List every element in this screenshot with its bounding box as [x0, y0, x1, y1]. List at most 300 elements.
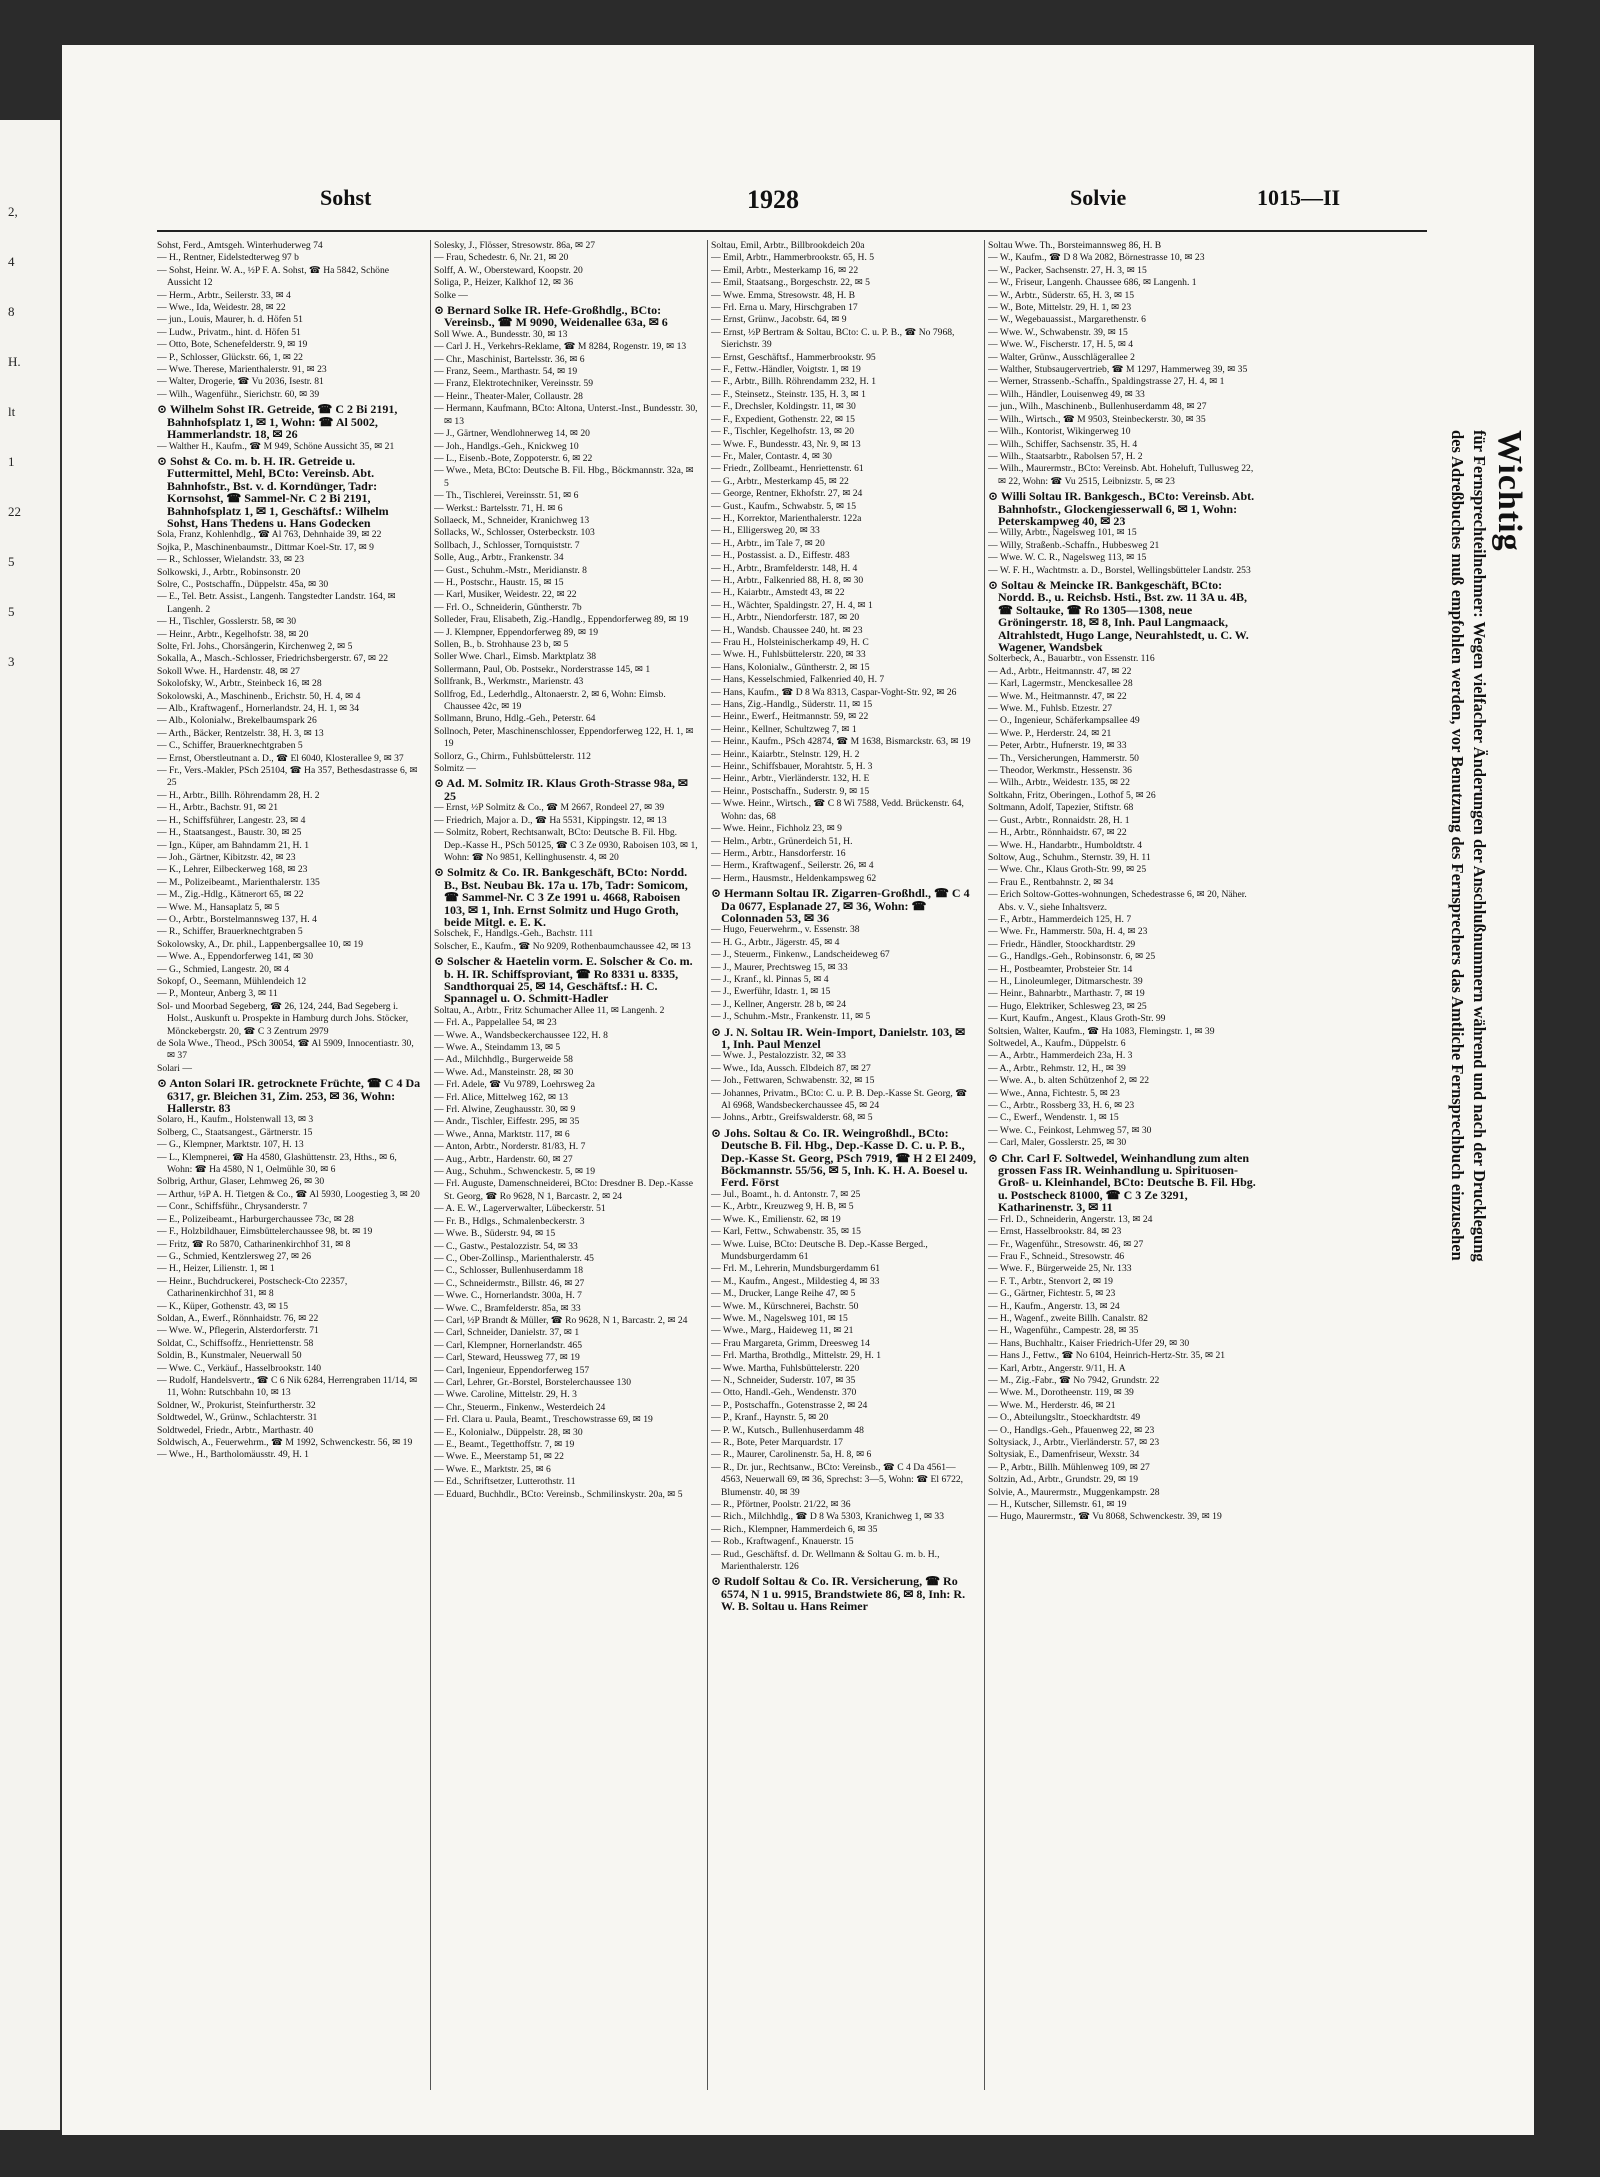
directory-entry: — Wwe. C., Bramfelderstr. 85a, ✉ 33 [434, 1302, 581, 1314]
directory-entry: — Ernst, Hasselbrookstr. 84, ✉ 23 [988, 1226, 1122, 1238]
directory-entry: — M., Kaufm., Angest., Mildestieg 4, ✉ 33 [711, 1275, 880, 1287]
directory-entry: Solesky, J., Flösser, Stresowstr. 86a, ✉ 27 [434, 240, 596, 251]
directory-entry: Soldwisch, A., Feuerwehrm., ☎ M 1992, Schwenckestr. 56, ✉ 19 [157, 1437, 413, 1448]
directory-entry: — Franz, Seem., Marthastr. 54, ✉ 19 [434, 366, 578, 378]
directory-entry: — Karl, Musiker, Weidestr. 22, ✉ 22 [434, 589, 577, 601]
directory-entry-highlighted: ⊙ J. N. Soltau IR. Wein-Import, Danielstr. 103, ✉ 1, Inh. Paul Menzel [711, 1026, 976, 1051]
directory-entry: Soldan, A., Ewerf., Rönnhaidstr. 76, ✉ 22 [157, 1312, 319, 1324]
directory-entry: — Chr., Maschinist, Bartelsstr. 36, ✉ 6 [434, 353, 585, 365]
directory-entry: — Carl, Schneider, Danielstr. 37, ✉ 1 [434, 1327, 580, 1339]
directory-entry: — Heinr., Buchdruckerei, Postscheck-Cto 22357, Catharinenkirchhof 31, ✉ 8 [157, 1275, 348, 1300]
directory-entry: — Walther, Stubsaugervertrieb, ☎ M 1297, Hammerweg 39, ✉ 35 [988, 364, 1248, 376]
directory-entry: — H., Arbtr., im Tale 7, ✉ 20 [711, 537, 825, 549]
directory-entry: — Karl, Arbtr., Angerstr. 9/11, H. A [988, 1362, 1126, 1374]
directory-entry: — Frl. Erna u. Mary, Hirschgraben 17 [711, 302, 858, 314]
directory-entry: — Wilh., Arbtr., Weidestr. 135, ✉ 22 [988, 777, 1130, 789]
directory-entry: — Carl, Ingenieur, Eppendorferweg 157 [434, 1364, 590, 1376]
directory-entry: — Rob., Kraftwagenf., Knauerstr. 15 [711, 1536, 854, 1548]
previous-page-fragment: H. [8, 354, 21, 369]
directory-entry: — Hans, Kaufm., ☎ D 8 Wa 8313, Caspar-Voght-Str. 92, ✉ 26 [711, 686, 957, 698]
previous-page-fragment: 1 [8, 454, 15, 469]
directory-entry: — Emil, Arbtr., Hammerbrookstr. 65, H. 5 [711, 252, 875, 264]
directory-entry: — C., Gastw., Pestalozzistr. 54, ✉ 33 [434, 1240, 578, 1252]
directory-entry: — H., Arbtr., Billh. Röhrendamm 28, H. 2 [157, 789, 320, 801]
directory-entry: — Ernst, ½P Solmitz & Co., ☎ M 2667, Rondeel 27, ✉ 39 [434, 802, 665, 814]
directory-entry: — E., Beamt., Tegetthoffstr. 7, ✉ 19 [434, 1439, 575, 1450]
directory-entry: — Wilh., Wagenführ., Sierichstr. 60, ✉ 39 [157, 388, 320, 400]
directory-entry: — Frau Margareta, Grimm, Dreesweg 14 [711, 1337, 870, 1349]
directory-entry: — G., Arbtr., Mesterkamp 45, ✉ 22 [711, 475, 849, 487]
directory-entry: — Anton, Arbtr., Norderstr. 81/83, H. 7 [434, 1141, 586, 1153]
directory-entry: Solscher, E., Kaufm., ☎ No 9209, Rothenbaumchaussee 42, ✉ 13 [434, 940, 691, 952]
directory-entry: — E., Tel. Betr. Assist., Langenh. Tangstedter Landstr. 164, ✉ Langenh. 2 [157, 591, 396, 615]
directory-entry: Soltmann, Adolf, Tapezier, Stiftstr. 68 [988, 802, 1134, 814]
directory-entry: — Frau, Schedestr. 6, Nr. 21, ✉ 20 [434, 252, 569, 264]
directory-entry: — Wilh., Wirtsch., ☎ M 9503, Steinbeckerstr. 30, ✉ 35 [988, 413, 1206, 425]
directory-entry: — Frl. Adele, ☎ Vu 9789, Loehrsweg 2a [434, 1079, 595, 1091]
directory-entry: — H., Postschr., Haustr. 15, ✉ 15 [434, 576, 564, 588]
directory-entry: — Heinr., Arbtr., Vierländerstr. 132, H. E [711, 773, 870, 785]
directory-entry: — A., Arbtr., Hammerdeich 23a, H. 3 [988, 1050, 1133, 1062]
directory-entry: — H., Heizer, Lilienstr. 1, ✉ 1 [157, 1263, 275, 1275]
directory-entry: — Wwe. E., Meerstamp 51, ✉ 22 [434, 1451, 564, 1463]
directory-entry: — W., Bote, Mittelstr. 29, H. 1, ✉ 23 [988, 302, 1132, 314]
directory-entry: — Fr., Maler, Contastr. 4, ✉ 30 [711, 450, 832, 462]
directory-page [62, 45, 1534, 2135]
directory-entry: — W. F. H., Wachtmstr. a. D., Borstel, Wellingsbütteler Landstr. 253 [988, 564, 1251, 576]
directory-entry: — Wwe. M., Heitmannstr. 47, ✉ 22 [988, 690, 1127, 702]
directory-entry: — Wwe. Fr., Hammerstr. 50a, H. 4, ✉ 23 [988, 926, 1148, 938]
directory-entry: — O., Arbtr., Borstelmannsweg 137, H. 4 [157, 913, 317, 925]
directory-entry: — Arth., Bäcker, Rentzelstr. 38, H. 3, ✉ 13 [157, 727, 324, 739]
directory-entry: — Joh., Handlgs.-Geh., Knickweg 10 [434, 440, 579, 452]
directory-entry: — Heinr., Bahnarbtr., Marthastr. 7, ✉ 19 [988, 988, 1145, 1000]
directory-entry: — Wwe. A., Eppendorferweg 141, ✉ 30 [157, 951, 313, 963]
directory-entry: — Hans, Kesselschmied, Falkenried 40, H. 7 [711, 674, 885, 686]
directory-entry-highlighted: ⊙ Hermann Soltau IR. Zigarren-Großhdl., ☎ C 4 Da 0677, Esplanade 27, ✉ 36, Wohn: ☎ Colonnaden 53, ✉ 36 [711, 887, 976, 924]
directory-entry: — Ernst, Oberstleutnant a. D., ☎ El 6040, Klosterallee 9, ✉ 37 [157, 752, 404, 764]
directory-entry: — Wwe. Therese, Marienthalerstr. 91, ✉ 23 [157, 364, 327, 376]
directory-entry: — C., Schiffer, Brauerknechtgraben 5 [157, 740, 303, 752]
directory-entry: — Johns., Arbtr., Greifswalderstr. 68, ✉ 5 [711, 1112, 873, 1124]
directory-entry: Sollfrank, B., Werkmstr., Marienstr. 43 [434, 676, 584, 688]
directory-entry: — Frl. Alice, Mittelweg 162, ✉ 13 [434, 1091, 569, 1103]
directory-entry: — Fr., Vers.-Makler, PSch 25104, ☎ Ha 357, Bethesdastrasse 6, ✉ 25 [157, 765, 418, 789]
directory-entry: Soltwedel, A., Kaufm., Düppelstr. 6 [988, 1038, 1126, 1049]
directory-entry: — H., Korrektor, Marienthalerstr. 122a [711, 512, 862, 524]
directory-entry-highlighted: ⊙ Johs. Soltau & Co. IR. Weingroßhdl., BCto: Deutsche B. Fil. Hbg., Dep.-Kasse D. C. u. P. B., Dep.-Kasse St. Georg, PSch 7919, ☎ H 2 El 2409, Böckmannstr. 55/56, ✉ 5, Inh. K. H. A. Boesel u. Ferd. Först [711, 1127, 976, 1189]
directory-entry: — Hugo, Maurermstr., ☎ Vu 8068, Schwenckestr. 39, ✉ 19 [988, 1511, 1222, 1523]
directory-entry: — Ludw., Privatm., hint. d. Höfen 51 [157, 326, 301, 338]
directory-entry: — Karl, Fettw., Schwabenstr. 35, ✉ 15 [711, 1226, 861, 1238]
directory-entry: — Wwe. C., Hornerlandstr. 300a, H. 7 [434, 1290, 582, 1302]
directory-entry: — F., Drechsler, Koldingstr. 11, ✉ 30 [711, 401, 856, 413]
directory-entry: — Ad., Milchhdlg., Burgerweide 58 [434, 1054, 573, 1066]
directory-entry: Soltysiack, J., Arbtr., Vierländerstr. 57, ✉ 23 [988, 1437, 1160, 1448]
directory-entry: — H., Arbtr., Bramfelderstr. 148, H. 4 [711, 562, 858, 574]
directory-entry: — R., Dr. jur., Rechtsanw., BCto: Vereinsb., ☎ C 4 Da 4561—4563, Neuerwall 69, ✉ 36, Sprechst: 3—5, Wohn: ☎ El 6722, Blumenstr. 40, ✉ 39 [711, 1461, 964, 1498]
previous-page-fragment: 3 [8, 654, 15, 669]
directory-entry: — Alb., Kraftwagenf., Hornerlandstr. 24, H. 1, ✉ 34 [157, 703, 360, 715]
directory-entry: — A., Arbtr., Rehmstr. 12, H., ✉ 39 [988, 1062, 1126, 1074]
directory-entry: — F., Fettw.-Händler, Voigtstr. 1, ✉ 19 [711, 364, 861, 376]
directory-entry: — G., Schmied, Langestr. 20, ✉ 4 [157, 963, 289, 975]
directory-entry: — Werner, Strassenb.-Schaffn., Spaldingstrasse 27, H. 4, ✉ 1 [988, 376, 1225, 388]
directory-entry: — Frl. O., Schneiderin, Güntherstr. 7b [434, 601, 582, 613]
directory-entry: — J., Ewerführ, Idastr. 1, ✉ 15 [711, 986, 831, 998]
directory-entry: — P., Schlosser, Glückstr. 66, 1, ✉ 22 [157, 351, 303, 363]
directory-entry: — Herm., Hausmstr., Heldenkampsweg 62 [711, 872, 877, 884]
directory-entry: — Wwe. Martha, Fuhlsbüttelerstr. 220 [711, 1362, 860, 1374]
directory-entry-highlighted: ⊙ Chr. Carl F. Soltwedel, Weinhandlung zum alten grossen Fass IR. Weinhandlung u. Spirituosen-Groß- u. Kleinhandel, BCto: Deutsche B. Fil. Hbg. u. Postscheck 81000, ☎ C 3 Ze 3291, Katharinenstr. 3, ✉ 11 [988, 1152, 1258, 1214]
previous-page-fragment: 2, [8, 204, 18, 219]
directory-entry: Solke — [434, 289, 468, 301]
directory-entry: — J., Kranf., kl. Pinnas 5, ✉ 4 [711, 973, 829, 985]
directory-entry: — Wwe. E., Marktstr. 25, ✉ 6 [434, 1463, 551, 1475]
directory-entry: — Wwe. W., Fischerstr. 17, H. 5, ✉ 4 [988, 339, 1134, 351]
directory-entry: — R., Maurer, Carolinenstr. 5a, H. 8, ✉ 6 [711, 1449, 872, 1461]
directory-entry: — Willy, Arbtr., Nagelsweg 101, ✉ 15 [988, 527, 1137, 539]
directory-entry: — H., Elligersweg 20, ✉ 33 [711, 525, 820, 537]
directory-entry: — Frl. A., Pappelallee 54, ✉ 23 [434, 1017, 557, 1029]
directory-entry: — Frau H., Holsteinischerkamp 49, H. C [711, 637, 869, 648]
directory-entry: — E., Kolonialw., Düppelstr. 28, ✉ 30 [434, 1426, 583, 1438]
directory-entry: — Ign., Küper, am Bahndamm 21, H. 1 [157, 839, 310, 851]
directory-entry: — Hans, Buchhaltr., Kaiser Friedrich-Ufer 29, ✉ 30 [988, 1337, 1190, 1349]
directory-entry-highlighted: ⊙ Anton Solari IR. getrocknete Früchte, ☎ C 4 Da 6317, gr. Bleichen 31, Zim. 253, ✉ 36, Wohn: Hallerstr. 83 [157, 1077, 422, 1114]
directory-entry: — Wwe. B., Süderstr. 94, ✉ 15 [434, 1228, 556, 1240]
directory-entry: — Erich Soltow-Gottes-wohnungen, Schedestrasse 6, ✉ 20, Näher. Abs. v. V., siehe Inhaltsverz. [988, 889, 1247, 913]
directory-entry: — Wwe., Anna, Marktstr. 117, ✉ 6 [434, 1128, 570, 1140]
directory-entry: — K., Lehrer, Eilbeckerweg 168, ✉ 23 [157, 864, 308, 876]
directory-entry: — Aug., Arbtr., Hardenstr. 60, ✉ 27 [434, 1153, 573, 1165]
directory-entry: — Wwe. M., Kürschnerei, Bachstr. 50 [711, 1300, 859, 1312]
notice-line-1: für Fernsprechteilnehmer: Wegen vielfacher Änderungen der Anschlußnummern während und nach der Drucklegung [1470, 430, 1489, 1262]
directory-entry: — R., Bote, Peter Marquardstr. 17 [711, 1437, 843, 1448]
directory-entry: Sollaeck, M., Schneider, Kranichweg 13 [434, 514, 590, 526]
directory-entry: — Carl, Maler, Gosslerstr. 25, ✉ 30 [988, 1137, 1127, 1149]
directory-entry: — Walther H., Kaufm., ☎ M 949, Schöne Aussicht 35, ✉ 21 [157, 440, 395, 452]
directory-entry: — C., Schneidermstr., Billstr. 46, ✉ 27 [434, 1277, 585, 1289]
directory-entry: — Ed., Schriftsetzer, Lutterothstr. 11 [434, 1476, 576, 1488]
header-left-keyword: Sohst [320, 185, 372, 210]
directory-entry: — Willy, Straßenb.-Schaffn., Hubbesweg 21 [988, 539, 1160, 551]
directory-entry: — M., Polizeibeamt., Marienthalerstr. 135 [157, 876, 320, 888]
directory-entry: — Th., Tischlerei, Vereinsstr. 51, ✉ 6 [434, 490, 579, 502]
directory-entry: — J., Schuhm.-Mstr., Frankenstr. 11, ✉ 5 [711, 1011, 871, 1023]
directory-entry: — G., Handlgs.-Geh., Robinsonstr. 6, ✉ 25 [988, 951, 1156, 963]
directory-entry: Solaro, H., Kaufm., Holstenwall 13, ✉ 3 [157, 1114, 314, 1126]
directory-entry: — Eduard, Buchhdlr., BCto: Vereinsb., Schmilinskystr. 20a, ✉ 5 [434, 1488, 683, 1500]
directory-entry: — C., Schlosser, Bullenhuserdamm 18 [434, 1265, 584, 1277]
directory-entry: — Wilh., Kontorist, Wikingerweg 10 [988, 426, 1131, 438]
column-1 [157, 240, 422, 2090]
directory-entry: — J., Maurer, Prechtsweg 15, ✉ 33 [711, 961, 848, 973]
directory-entry: — Rudolf, Handelsvertr., ☎ C 6 Nik 6284, Herrengraben 11/14, ✉ 11, Wohn: Rutschbahn 10, ✉ 13 [157, 1374, 418, 1399]
directory-entry: — P. W., Kutsch., Bullenhuserdamm 48 [711, 1424, 864, 1436]
directory-entry: — H., Wandsb. Chaussee 240, ht. ✉ 23 [711, 624, 863, 636]
directory-entry: — Wwe. M., Hansaplatz 5, ✉ 5 [157, 901, 280, 913]
directory-entry: — J., Steuerm., Finkenw., Landscheideweg 67 [711, 949, 890, 961]
directory-entry: — Wwe. Chr., Klaus Groth-Str. 99, ✉ 25 [988, 864, 1147, 876]
directory-entry: — Heinr., Kaufm., PSch 42874, ☎ M 1638, Bismarckstr. 63, ✉ 19 [711, 736, 971, 748]
directory-entry: — C., Ober-Zollinsp., Marienthalerstr. 45 [434, 1252, 594, 1264]
directory-entry: — H., Arbtr., Bachstr. 91, ✉ 21 [157, 802, 279, 814]
directory-entry: Sollbach, J., Schlosser, Tornquiststr. 7 [434, 539, 580, 551]
directory-entry: — Chr., Steuerm., Finkenw., Westerdeich 24 [434, 1401, 606, 1413]
header-year: 1928 [747, 185, 799, 214]
directory-entry: — Sohst, Heinr. W. A., ½P F. A. Sohst, ☎ Ha 5842, Schöne Aussicht 12 [157, 264, 390, 289]
column-divider [707, 240, 708, 2090]
directory-entry: Solari — [157, 1062, 192, 1074]
directory-entry: — Frl. Auguste, Damenschneiderei, BCto: Dresdner B. Dep.-Kasse St. Georg, ☎ Ro 9628, N 1, Barcastr. 2, ✉ 24 [434, 1178, 693, 1202]
column-divider [430, 240, 431, 2090]
directory-entry: — Frau F., Schneid., Stresowstr. 46 [988, 1250, 1125, 1262]
directory-entry: — Ad., Arbtr., Heitmannstr. 47, ✉ 22 [988, 665, 1132, 677]
directory-entry: — Wwe. Caroline, Mittelstr. 29, H. 3 [434, 1389, 577, 1401]
directory-entry: Soldtwedel, W., Grünw., Schlachterstr. 31 [157, 1412, 318, 1424]
directory-entry: Soltysiak, E., Damenfriseur, Wexstr. 34 [988, 1449, 1140, 1461]
directory-entry: — Hans, Kolonialw., Güntherstr. 2, ✉ 15 [711, 661, 870, 673]
directory-entry: — O., Handlgs.-Geh., Pfauenweg 22, ✉ 23 [988, 1424, 1155, 1436]
directory-entry: — Wwe. A., Steindamm 13, ✉ 5 [434, 1042, 561, 1053]
directory-entry: — Wwe. Ad., Mansteinstr. 28, ✉ 30 [434, 1066, 574, 1078]
directory-entry: — Wwe. Heinr., Wirtsch., ☎ C 8 Wi 7588, Vedd. Brückenstr. 64, Wohn: das, 68 [711, 798, 964, 822]
directory-entry: — Wilh., Händler, Louisenweg 49, ✉ 33 [988, 388, 1145, 400]
directory-entry: — O., Abteilungsltr., Stoeckhardtstr. 49 [988, 1412, 1141, 1424]
directory-entry: — W., Friseur, Langenh. Chaussee 686, ✉ Langenh. 1 [988, 277, 1197, 289]
previous-page-edge [0, 120, 63, 2130]
column-3 [711, 240, 976, 2090]
column-2 [434, 240, 699, 2090]
directory-entry: — Wwe., Anna, Fichtestr. 5, ✉ 23 [988, 1087, 1120, 1099]
directory-entry: — W., Wegebauassist., Margarethenstr. 6 [988, 314, 1146, 326]
directory-entry: — P., Arbtr., Billh. Mühlenweg 109, ✉ 27 [988, 1461, 1150, 1473]
directory-entry: — Gust., Schuhm.-Mstr., Meridianstr. 8 [434, 564, 587, 576]
previous-page-fragment: 4 [8, 254, 15, 269]
column-4 [988, 240, 1258, 2090]
directory-entry: — J., Gärtner, Wendlohnerweg 14, ✉ 20 [434, 428, 590, 440]
directory-entry: — K., Küper, Gothenstr. 43, ✉ 15 [157, 1300, 289, 1312]
directory-entry: Sokopf, O., Seemann, Mühlendeich 12 [157, 975, 307, 987]
directory-entry: — Wilh., Maurermstr., BCto: Vereinsb. Abt. Hoheluft, Tullusweg 22, ✉ 22, Wohn: ☎ Vu 2515, Leibnizstr. 5, ✉ 23 [988, 463, 1254, 487]
directory-entry: — Ernst, Grünw., Jacobstr. 64, ✉ 9 [711, 314, 847, 326]
directory-entry: — Wwe. C., Verkäuf., Hasselbrookstr. 140 [157, 1362, 322, 1374]
directory-entry: — Heinr., Kellner, Schultzweg 7, ✉ 1 [711, 723, 857, 735]
directory-entry: — Walter, Drogerie, ☎ Vu 2036, Isestr. 81 [157, 376, 324, 388]
directory-entry: Sollermann, Paul, Ob. Postsekr., Norderstrasse 145, ✉ 1 [434, 663, 651, 675]
directory-entry: — G., Schmied, Kentzlersweg 27, ✉ 26 [157, 1250, 312, 1262]
directory-entry: — Wwe., H., Bartholomäusstr. 49, H. 1 [157, 1449, 309, 1461]
directory-entry: — Wwe. M., Nagelsweg 101, ✉ 15 [711, 1312, 848, 1324]
directory-entry: — Kurt, Kaufm., Angest., Klaus Groth-Str. 99 [988, 1013, 1166, 1025]
directory-entry: — Frl. D., Schneiderin, Angerstr. 13, ✉ 24 [988, 1213, 1153, 1225]
directory-entry: Soltsien, Walter, Kaufm., ☎ Ha 1083, Flemingstr. 1, ✉ 39 [988, 1025, 1215, 1037]
directory-entry: — Wwe. M., Herderstr. 46, ✉ 21 [988, 1399, 1116, 1411]
directory-entry: — Wwe. M., Fuhlsb. Etzestr. 27 [988, 703, 1113, 715]
directory-entry: — H., Kaufm., Angerstr. 13, ✉ 24 [988, 1300, 1120, 1312]
previous-page-fragment: 8 [8, 304, 15, 319]
directory-entry: — jun., Louis, Maurer, h. d. Höfen 51 [157, 314, 303, 326]
directory-entry: — Aug., Schuhm., Schwenckestr. 5, ✉ 19 [434, 1166, 595, 1178]
directory-entry: Sollorz, G., Chirm., Fuhlsbüttelerstr. 112 [434, 750, 591, 762]
directory-entry: Solschek, F., Handlgs.-Geh., Bachstr. 111 [434, 928, 594, 940]
directory-entry: — Hans J., Fettw., ☎ No 6104, Heinrich-Hertz-Str. 35, ✉ 21 [988, 1350, 1226, 1362]
directory-entry: — Wilh., Schiffer, Sachsenstr. 35, H. 4 [988, 438, 1138, 450]
directory-entry: — H., Arbtr., Falkenried 88, H. 8, ✉ 30 [711, 574, 864, 586]
directory-entry: — H. G., Arbtr., Jägerstr. 45, ✉ 4 [711, 936, 840, 948]
directory-entry: — Hans, Zig.-Handlg., Süderstr. 11, ✉ 15 [711, 699, 873, 711]
directory-entry: — Andr., Tischler, Eiffestr. 295, ✉ 35 [434, 1116, 580, 1128]
directory-entry: — Conr., Schiffsführ., Chrysanderstr. 7 [157, 1201, 308, 1213]
directory-entry: — Hermann, Kaufmann, BCto: Altona, Unterst.-Inst., Bundesstr. 30, ✉ 13 [434, 403, 698, 427]
header-right-keyword: Solvie [1070, 185, 1127, 210]
directory-entry: — Wwe. W., Schwabenstr. 39, ✉ 15 [988, 326, 1128, 338]
previous-page-fragment: 22 [8, 504, 21, 519]
directory-entry: — H., Wächter, Spaldingstr. 27, H. 4, ✉ 1 [711, 599, 873, 611]
directory-entry: — Helm., Arbtr., Grünerdeich 51, H. [711, 835, 853, 847]
directory-entry: Solmitz — [434, 763, 476, 775]
directory-entry: — Frl. Martha, Brothdlg., Mittelstr. 29, H. 1 [711, 1350, 882, 1362]
directory-entry: Soltau, A., Arbtr., Fritz Schumacher Allee 11, ✉ Langenh. 2 [434, 1004, 665, 1016]
directory-entry: — Herm., Arbtr., Seilerstr. 33, ✉ 4 [157, 289, 291, 301]
directory-entry: — R., Schlosser, Wielandstr. 33, ✉ 23 [157, 554, 304, 566]
directory-entry-highlighted: ⊙ Ad. M. Solmitz IR. Klaus Groth-Strasse 98a, ✉ 25 [434, 777, 699, 802]
directory-entry-highlighted: ⊙ Wilhelm Sohst IR. Getreide, ☎ C 2 Bi 2191, Bahnhofsplatz 1, ✉ 1, Wohn: ☎ Al 5002, Hammerlandstr. 18, ✉ 26 [157, 403, 422, 440]
directory-entry: — Theodor, Werkmstr., Hessenstr. 36 [988, 765, 1132, 777]
directory-entry: — Fr. B., Hdlgs., Schmalenbeckerstr. 3 [434, 1215, 585, 1227]
directory-entry: Sokolofsky, W., Arbtr., Steinbeck 16, ✉ 28 [157, 678, 322, 690]
directory-entry: — P., Kranf., Haynstr. 5, ✉ 20 [711, 1412, 829, 1424]
directory-entry: — Herm., Kraftwagenf., Seilerstr. 26, ✉ 4 [711, 860, 874, 872]
directory-entry: — Wwe. C., Feinkost, Lehmweg 57, ✉ 30 [988, 1124, 1152, 1136]
directory-entry: — H., Wagenführ., Campestr. 28, ✉ 35 [988, 1325, 1139, 1337]
directory-entry: — F., Expedient, Gothenstr. 22, ✉ 15 [711, 413, 855, 425]
directory-entry: Soltau Wwe. Th., Borsteimannsweg 86, H. B [988, 240, 1162, 251]
directory-entry: Soltau, Emil, Arbtr., Billbrookdeich 20a [711, 240, 865, 251]
directory-entry-highlighted: ⊙ Bernard Solke IR. Hefe-Großhdlg., BCto: Vereinsb., ☎ M 9090, Weidenallee 63a, ✉ 6 [434, 304, 699, 329]
directory-entry: — R., Schiffer, Brauerknechtgraben 5 [157, 926, 303, 938]
directory-entry: Sollmann, Bruno, Hdlg.-Geh., Peterstr. 64 [434, 713, 596, 725]
directory-entry: Soldat, C., Schiffsoffz., Henriettenstr. 58 [157, 1337, 314, 1349]
directory-entry: Sola, Franz, Kohlenhdlg., ☎ Al 763, Dehnhaide 39, ✉ 22 [157, 529, 382, 541]
directory-entry: — Carl, ½P Brandt & Müller, ☎ Ro 9628, N 1, Barcastr. 2, ✉ 24 [434, 1314, 688, 1326]
directory-entry: — F., Tischler, Kegelhofstr. 13, ✉ 20 [711, 426, 855, 438]
directory-entry: Soll Wwe. A., Bundesstr. 30, ✉ 13 [434, 328, 568, 340]
directory-entry: — H., Rentner, Eidelstedterweg 97 b [157, 252, 299, 264]
directory-entry: — Wwe., Meta, BCto: Deutsche B. Fil. Hbg., Böckmannstr. 32a, ✉ 5 [434, 465, 694, 489]
directory-entry: — H., Arbtr., Rönnhaidstr. 67, ✉ 22 [988, 827, 1127, 839]
directory-entry-highlighted: ⊙ Solmitz & Co. IR. Bankgeschäft, BCto: Nordd. B., Bst. Neubau Bk. 17a u. 17b, Tadr: Somicom, ☎ Sammel-Nr. C 3 Ze 1991 u. 4668, Raboisen 103, ✉ 1, Inh. Ernst Solmitz und Hugo Groth, beide Mitgl. e. E. K. [434, 866, 699, 928]
directory-entry: — W., Packer, Sachsenstr. 27, H. 3, ✉ 15 [988, 264, 1147, 276]
directory-entry: — F., Steinsetz., Steinstr. 135, H. 3, ✉ 1 [711, 388, 866, 400]
directory-entry: — Heinr., Schiffsbauer, Morahtstr. 5, H. 3 [711, 761, 873, 773]
directory-entry: — Gust., Arbtr., Ronnaidstr. 28, H. 1 [988, 814, 1130, 826]
notice-line-2: des Adreßbuches muß empfohlen werden, vor Benutzung des Fernsprechers das Amtliche Fernsprechbuch einzusehen [1448, 430, 1467, 1261]
directory-entry: — jun., Wilh., Maschinenb., Bullenhuserdamm 48, ✉ 27 [988, 401, 1207, 413]
directory-entry: Soltzin, Ad., Arbtr., Grundstr. 29, ✉ 19 [988, 1474, 1139, 1486]
directory-entry: Soltow, Aug., Schuhm., Sternstr. 39, H. 11 [988, 851, 1151, 863]
directory-entry: — Rich., Klempner, Hammerdeich 6, ✉ 35 [711, 1523, 878, 1535]
directory-entry: — H., Wagenf., zweite Billh. Canalstr. 82 [988, 1312, 1148, 1324]
directory-entry: Solff, A. W., Obersteward, Koopstr. 20 [434, 264, 583, 276]
directory-entry: — Wwe. Heinr., Fichholz 23, ✉ 9 [711, 823, 842, 835]
directory-entry: Sokolowski, A., Maschinenb., Erichstr. 50, H. 4, ✉ 4 [157, 690, 361, 702]
directory-entry: — O., Ingenieur, Schäferkampsallee 49 [988, 715, 1140, 727]
directory-entry: — P., Monteur, Anberg 3, ✉ 11 [157, 988, 278, 1000]
directory-entry: Soldtwedel, Friedr., Arbtr., Marthastr. 40 [157, 1424, 314, 1436]
vertical-notice [1430, 430, 1528, 1550]
directory-entry: — Wwe. A., Wandsbeckerchaussee 122, H. 8 [434, 1029, 608, 1041]
directory-entry: — Wwe., Ida, Aussch. Elbdeich 87, ✉ 27 [711, 1062, 871, 1074]
directory-entry: — Solmitz, Robert, Rechtsanwalt, BCto: Deutsche B. Fil. Hbg. Dep.-Kasse H., PSch 50125, ☎ C 3 Ze 0930, Raboisen 103, ✉ 1, Wohn: ☎ No 9851, Kellinghusenstr. 4, ✉ 20 [434, 827, 698, 863]
directory-entry: — Carl, Lehrer, Gr.-Borstel, Borstelerchaussee 130 [434, 1376, 632, 1388]
directory-entry: Sokalla, A., Masch.-Schlosser, Friedrichsbergerstr. 67, ✉ 22 [157, 653, 389, 665]
previous-page-fragment: lt [8, 404, 16, 419]
directory-entry: — Friedr., Zollbeamt., Henriettenstr. 61 [711, 463, 864, 475]
directory-entry: Soliga, P., Heizer, Kalkhof 12, ✉ 36 [434, 277, 574, 289]
directory-entry: — Peter, Arbtr., Hufnerstr. 19, ✉ 33 [988, 740, 1127, 752]
directory-entry: — M., Drucker, Lange Reihe 47, ✉ 5 [711, 1288, 856, 1300]
directory-entry: — C., Ewerf., Wendenstr. 1, ✉ 15 [988, 1112, 1119, 1124]
directory-entry: — J. Klempner, Eppendorferweg 89, ✉ 19 [434, 626, 599, 638]
directory-entry: — K., Arbtr., Kreuzweg 9, H. B, ✉ 5 [711, 1201, 854, 1213]
directory-entry: — Carl J. H., Verkehrs-Reklame, ☎ M 8284, Rogenstr. 19, ✉ 13 [434, 341, 687, 353]
directory-entry: — Frl. M., Lehrerin, Mundsburgerdamm 61 [711, 1263, 881, 1275]
directory-entry-highlighted: ⊙ Rudolf Soltau & Co. IR. Versicherung, ☎ Ro 6574, N 1 u. 9915, Brandstwiete 86, ✉ 8, Inh: R. W. B. Soltau u. Hans Reimer [711, 1575, 976, 1612]
directory-entry: — H., Postassist. a. D., Eiffestr. 483 [711, 550, 850, 562]
header-page-number: 1015—II [1257, 185, 1341, 210]
directory-entry: — Otto, Handl.-Geh., Wendenstr. 370 [711, 1387, 857, 1399]
directory-entry: — Gust., Kaufm., Schwabstr. 5, ✉ 15 [711, 500, 857, 512]
directory-entry: — Friedr., Händler, Stoockhardtstr. 29 [988, 938, 1136, 950]
directory-entry: — Wwe. J., Pestalozzistr. 32, ✉ 33 [711, 1050, 846, 1062]
directory-entry: — L., Eisenb.-Bote, Zoppoterstr. 6, ✉ 22 [434, 452, 593, 464]
directory-entry: — Wwe. H., Handarbtr., Humboldtstr. 4 [988, 839, 1143, 851]
directory-entry: — Carl, Steward, Heussweg 77, ✉ 19 [434, 1352, 580, 1364]
directory-entry: — Wwe. W., Pflegerin, Alsterdorferstr. 71 [157, 1325, 319, 1337]
directory-entry: — Joh., Fettwaren, Schwabenstr. 32, ✉ 15 [711, 1075, 875, 1087]
directory-entry: — Wilh., Staatsarbtr., Rabolsen 57, H. 2 [988, 450, 1143, 462]
directory-entry: Sollfrog, Ed., Lederhdlg., Altonaerstr. 2, ✉ 6, Wohn: Eimsb. Chaussee 42c, ✉ 19 [434, 688, 666, 713]
directory-entry: — Franz, Elektrotechniker, Vereinsstr. 59 [434, 378, 594, 390]
directory-entry-highlighted: ⊙ Solscher & Haetelin vorm. E. Solscher & Co. m. b. H. IR. Schiffsproviant, ☎ Ro 8331 u. 8335, Sandthorquai 25, ✉ 14, Geschäftsf.: H. C. Spannagel u. O. Schmitt-Hadler [434, 955, 699, 1005]
directory-entry: Soldin, B., Kunstmaler, Neuerwall 50 [157, 1350, 302, 1362]
directory-entry: Sojka, P., Maschinenbaumstr., Dittmar Koel-Str. 17, ✉ 9 [157, 541, 374, 553]
directory-entry: — Rud., Geschäftsf. d. Dr. Wellmann & Soltau G. m. b. H., Marienthalerstr. 126 [711, 1548, 940, 1573]
notice-title: Wichtig [1491, 430, 1528, 552]
directory-entry: Sokoll Wwe. H., Hardenstr. 48, ✉ 27 [157, 665, 300, 677]
directory-entry: — Fr., Wagenführ., Stresowstr. 46, ✉ 27 [988, 1238, 1144, 1250]
page-header [62, 185, 1534, 225]
directory-entry: — Heinr., Kaiarbtr., Stelnstr. 129, H. 2 [711, 748, 860, 760]
directory-entry: — F., Holzbildhauer, Eimsbüttelerchaussee 98, bt. ✉ 19 [157, 1226, 373, 1238]
directory-entry: — Johannes, Privatm., BCto: C. u. P. B. Dep.-Kasse St. Georg, ☎ Al 6968, Wandsbeckerchaussee 45, ✉ 24 [711, 1087, 968, 1112]
directory-entry: — H., Kaiarbtr., Amstedt 43, ✉ 22 [711, 587, 845, 599]
directory-entry: — George, Rentner, Ekhofstr. 27, ✉ 24 [711, 488, 863, 500]
directory-entry: — Joh., Gärtner, Kibitzstr. 42, ✉ 23 [157, 851, 296, 863]
directory-entry: — M., Zig.-Hdlg., Kätnerort 65, ✉ 22 [157, 889, 304, 901]
directory-entry: — N., Schneider, Suderstr. 107, ✉ 35 [711, 1374, 856, 1386]
directory-entry: — E., Polizeibeamt., Harburgerchaussee 73c, ✉ 28 [157, 1213, 354, 1225]
directory-entry: — Th., Versicherungen, Hammerstr. 50 [988, 752, 1139, 764]
directory-entry: — L., Klempnerei, ☎ Ha 4580, Glashüttenstr. 23, Hths., ✉ 6, Wohn: ☎ Ha 4580, N 1, Oelmühle 30, ✉ 6 [157, 1151, 397, 1176]
directory-entry: — Wwe. Luise, BCto: Deutsche B. Dep.-Kasse Berged., Mundsburgerdamm 61 [711, 1238, 928, 1262]
directory-entry: — A. E. W., Lagerverwalter, Lübeckerstr. 51 [434, 1203, 606, 1215]
header-rule [157, 230, 1427, 232]
directory-entry: Soltkahn, Fritz, Oberingen., Lothof 5, ✉ 26 [988, 789, 1156, 801]
directory-entry: — Werkst.: Bartelsstr. 71, H. ✉ 6 [434, 502, 563, 514]
